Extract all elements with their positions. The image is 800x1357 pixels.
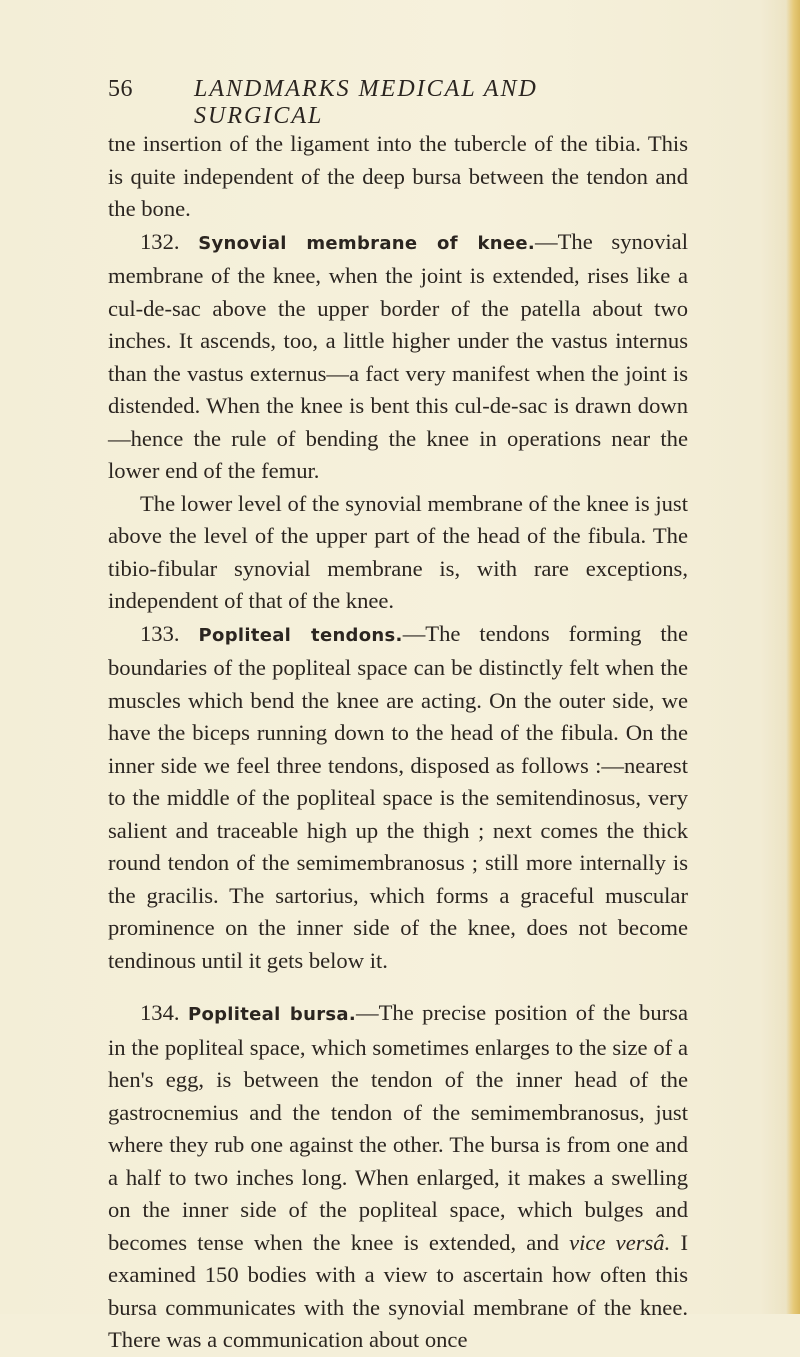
paragraph-continuation: tne insertion of the ligament into the tubercle of the tibia. This is quite independent of the deep bursa between the tendon and the bone. — [108, 131, 688, 221]
body-text — [108, 128, 688, 1357]
section-134 — [108, 997, 688, 1357]
section-text: —The precise position of the bursa in the popliteal space, which sometimes enlarges to the size of a hen's egg, is between the tendon of the inner head of the gastrocnemius and the tendon of the semimembranosus, just where they rub one against the other. The bursa is from one and a half to two inches long. When enlarged, it makes a swelling on the inner side of the popliteal space, which bulges and becomes tense when the knee is extended, and — [108, 1000, 688, 1255]
section-heading: Popliteal tendons. — [198, 624, 403, 646]
section-heading: Popliteal bursa. — [187, 1004, 356, 1025]
section-text: —The synovial membrane of the knee, when the joint is extended, rises like a cul-de-sac above the upper border of the patella about two inches. It ascends, too, a little higher under the vastus internus than the vastus externus—a fact very manifest when the joint is distended. When the knee is bent this cul-de-sac is drawn down—hence the rule of bending the knee in operations near the lower end of the femur. — [108, 228, 688, 483]
section-text: —The tendons forming the boundaries of the popliteal space can be distinctly felt when the muscles which bend the knee are acting. On the outer side, we have the biceps running down to the head of the fibula. On the inner side we feel three tendons, disposed as follows :—nearest to the middle of the popliteal space is the semitendinosus, very salient and traceable high up the thigh ; next comes the thick round tendon of the semimembranosus ; still more internally is the gracilis. The sartorius, which forms a graceful muscular prominence on the inner side of the knee, does not become tendinous until it gets below it. — [108, 620, 689, 973]
section-heading: Synovial membrane of knee. — [198, 232, 535, 254]
page-header — [108, 76, 668, 129]
running-title: LANDMARKS MEDICAL AND SURGICAL — [194, 76, 538, 129]
section-number: 133. — [140, 620, 180, 646]
italic-phrase: vice versâ. — [569, 1229, 671, 1255]
page-number: 56 — [108, 76, 133, 102]
section-text-continued: I examined 150 bodies with a view to ascertain how often this bursa communicates with the synovial membrane of the knee. There was a communication about once — [108, 1229, 688, 1352]
section-132 — [108, 226, 688, 488]
section-133 — [108, 618, 688, 978]
section-number: 132. — [140, 228, 180, 254]
paragraph: The lower level of the synovial membrane of the knee is just above the level of the upper part of the head of the fibula. The tibio-fibular synovial membrane is, with rare exceptions, independent of that of the knee. — [108, 490, 688, 613]
section-number: 134. — [140, 1000, 180, 1025]
page-edge — [786, 0, 800, 1314]
